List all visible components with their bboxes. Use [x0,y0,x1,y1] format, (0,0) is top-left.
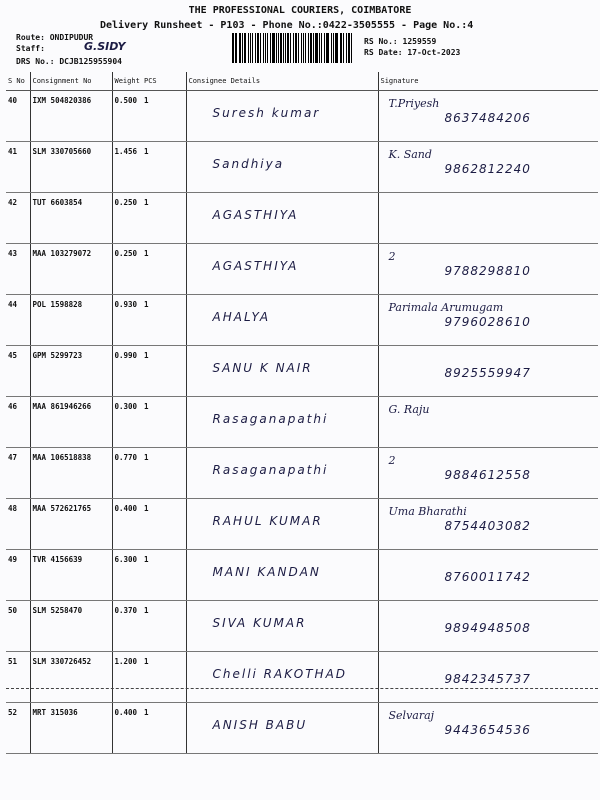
consignee-cell [186,601,378,652]
barcode-bar [285,33,286,63]
consignee-cell [186,397,378,448]
rs-date-value: 17-Oct-2023 [407,48,461,57]
signature-phone: 9788298810 [444,264,531,278]
consignee-name: ANISH BABU [212,718,308,732]
barcode-bar [293,33,294,63]
signature-cell [378,397,598,448]
sno-cell: 43 [6,244,30,295]
barcode-bar [324,33,325,63]
barcode-bar [290,33,292,63]
barcode-bar [348,33,350,63]
col-sno: S No [6,72,30,91]
barcode-bar [283,33,284,63]
table-row [6,499,598,550]
signature-block [385,199,595,237]
table-header-row [6,72,598,91]
signature-block [385,352,595,390]
barcode-bar [250,33,251,63]
signature-block [385,250,595,288]
pcs-cell: 1 [142,448,186,499]
consignee-cell [186,91,378,142]
rs-date-label: RS Date: [364,48,403,57]
signature-name: Uma Bharathi [388,505,467,518]
route-label: Route: [16,33,45,42]
barcode-bar [319,33,321,63]
signature-name: K. Sand [388,148,432,161]
route-value: ONDIPUDUR [49,33,94,42]
consignment-cell: MAA 572621765 [30,499,112,550]
rs-date-line [364,48,460,57]
consignee-cell [186,193,378,244]
barcode-bar [326,33,327,63]
barcode-bar [335,33,337,63]
barcode-bar [301,33,302,63]
table-row [6,193,598,244]
barcode-bar [310,33,312,63]
barcode-bar [340,33,341,63]
signature-phone: 9443654536 [444,723,531,737]
consignee-name: AGASTHIYA [212,259,299,273]
barcode-bar [276,33,277,63]
pcs-cell: 1 [142,499,186,550]
consignee-name: MANI KANDAN [212,565,321,579]
drs-label: DRS No.: [16,57,55,66]
consignee-name: Sandhiya [212,157,285,171]
pcs-cell: 1 [142,601,186,652]
barcode-bar [280,33,282,63]
barcode-bar [303,33,305,63]
barcode-bar [252,33,253,63]
barcode-bar [351,33,352,63]
pcs-cell: 1 [142,91,186,142]
barcode-bar [263,33,265,63]
sno-cell: 52 [6,703,30,754]
consignee-name: Chelli RAKOTHAD [212,667,348,681]
pcs-cell: 1 [142,142,186,193]
signature-phone: 8637484206 [444,111,531,125]
weight-cell: 0.250 [112,193,142,244]
consignment-cell: TUT 6603854 [30,193,112,244]
consignee-cell [186,295,378,346]
signature-block [385,403,595,441]
table-row [6,703,598,754]
barcode-bar [343,33,344,63]
signature-block [385,148,595,186]
barcode-bar [235,33,236,63]
weight-cell: 0.930 [112,295,142,346]
sno-cell: 48 [6,499,30,550]
barcode-bar [239,33,241,63]
consignee-cell [186,346,378,397]
table-row [6,244,598,295]
table-row [6,346,598,397]
consignee-cell [186,550,378,601]
signature-phone: 9862812240 [444,162,531,176]
table-row [6,142,598,193]
barcode-bar [257,33,259,63]
weight-cell: 0.770 [112,448,142,499]
barcode-bar [248,33,250,63]
sno-cell: 50 [6,601,30,652]
consignee-cell [186,244,378,295]
signature-cell [378,601,598,652]
sno-cell: 51 [6,652,30,703]
signature-phone: 9884612558 [444,468,531,482]
barcode-bar [346,33,348,63]
consignment-cell: IXM 504820386 [30,91,112,142]
drs-value: DCJB125955904 [59,57,122,66]
consignee-name: SIVA KUMAR [212,616,307,630]
consignee-cell [186,499,378,550]
signature-cell [378,142,598,193]
col-consignment: Consignment No [30,72,112,91]
table-row [6,295,598,346]
weight-cell: 0.370 [112,601,142,652]
pcs-cell: 1 [142,397,186,448]
table-row [6,448,598,499]
col-weight: Weight [112,72,142,91]
consignee-name: Rasaganapathi [212,412,329,426]
drs-line [16,57,122,66]
pcs-cell: 1 [142,703,186,754]
signature-phone: 9796028610 [444,315,531,329]
signature-block [385,97,595,135]
consignee-name: AGASTHIYA [212,208,299,222]
weight-cell: 1.200 [112,652,142,703]
sno-cell: 44 [6,295,30,346]
sno-cell: 47 [6,448,30,499]
staff-handwritten: G.SIDY [84,40,126,53]
signature-cell [378,346,598,397]
consignment-cell: MAA 103279072 [30,244,112,295]
consignee-name: AHALYA [212,310,271,324]
barcode-bar [232,33,234,63]
signature-phone: 9842345737 [444,672,531,686]
barcode-bar [244,33,246,63]
route-line [16,33,93,42]
weight-cell: 0.500 [112,91,142,142]
barcode-bar [331,33,332,63]
barcode-bar [270,33,272,63]
barcode-bar [327,33,329,63]
pcs-cell: 1 [142,295,186,346]
barcode-bar [341,33,342,63]
table-row [6,601,598,652]
signature-cell [378,193,598,244]
barcode-bar [265,33,266,63]
consignment-cell: GPM 5299723 [30,346,112,397]
barcode-bar [315,33,317,63]
consignee-cell [186,652,378,703]
weight-cell: 0.400 [112,499,142,550]
barcode [232,33,354,63]
consignee-cell [186,142,378,193]
runsheet-subtitle: Delivery Runsheet - P103 - Phone No.:0422-3505555 - Page No.:4 [100,20,474,31]
pcs-cell: 1 [142,346,186,397]
barcode-bar [308,33,309,63]
signature-cell [378,91,598,142]
signature-block [385,505,595,543]
consignee-name: RAHUL KUMAR [212,514,323,528]
signature-block [385,658,595,696]
barcode-bar [278,33,279,63]
col-signature: Signature [378,72,598,91]
signature-cell [378,703,598,754]
signature-block [385,709,595,747]
staff-label: Staff: [16,44,45,53]
weight-cell: 0.250 [112,244,142,295]
pcs-cell: 1 [142,652,186,703]
sno-cell: 45 [6,346,30,397]
consignee-name: Rasaganapathi [212,463,329,477]
consignment-cell: MAA 861946266 [30,397,112,448]
pcs-cell: 1 [142,550,186,601]
barcode-bar [313,33,314,63]
barcode-bar [236,33,237,63]
signature-phone: 9894948508 [444,621,531,635]
barcode-bar [267,33,268,63]
consignment-cell: TVR 4156639 [30,550,112,601]
weight-cell: 0.400 [112,703,142,754]
sno-cell: 42 [6,193,30,244]
barcode-bar [333,33,335,63]
signature-name: T.Priyesh [388,97,440,110]
delivery-table [6,72,598,754]
sno-cell: 46 [6,397,30,448]
col-consignee: Consignee Details [186,72,378,91]
sno-cell: 49 [6,550,30,601]
barcode-bar [298,33,299,63]
weight-cell: 1.456 [112,142,142,193]
staff-line [16,40,126,53]
barcode-bar [305,33,306,63]
signature-phone: 8754403082 [444,519,531,533]
consignment-cell: POL 1598828 [30,295,112,346]
sno-cell: 40 [6,91,30,142]
signature-phone: 8925559947 [444,366,531,380]
rs-no-value: 1259559 [402,37,437,46]
consignee-cell [186,448,378,499]
barcode-bar [321,33,322,63]
signature-cell [378,295,598,346]
table-row [6,397,598,448]
weight-cell: 6.300 [112,550,142,601]
signature-name: Parimala Arumugam [388,301,504,314]
weight-cell: 0.300 [112,397,142,448]
signature-block [385,301,595,339]
page-end-divider [6,688,598,689]
signature-cell [378,550,598,601]
table-row [6,550,598,601]
signature-block [385,454,595,492]
table-row [6,652,598,703]
sno-cell: 41 [6,142,30,193]
consignment-cell: SLM 5258470 [30,601,112,652]
weight-cell: 0.990 [112,346,142,397]
barcode-bar [272,33,274,63]
barcode-bar [295,33,297,63]
signature-cell [378,652,598,703]
consignee-name: SANU K NAIR [212,361,313,375]
table-body [6,91,598,754]
consignment-cell: MAA 106518838 [30,448,112,499]
signature-cell [378,448,598,499]
consignment-cell: SLM 330705660 [30,142,112,193]
barcode-bar [242,33,243,63]
consignee-cell [186,703,378,754]
signature-block [385,607,595,645]
signature-cell [378,499,598,550]
barcode-bar [255,33,256,63]
company-title: THE PROFESSIONAL COURIERS, COIMBATORE [188,5,412,16]
col-pcs: PCS [142,72,186,91]
consignment-cell: MRT 315036 [30,703,112,754]
table-row [6,91,598,142]
consignment-cell: SLM 330726452 [30,652,112,703]
pcs-cell: 1 [142,193,186,244]
signature-name: 2 [388,250,396,263]
signature-phone: 8760011742 [444,570,531,584]
signature-cell [378,244,598,295]
rs-no-line [364,37,436,46]
signature-name: G. Raju [388,403,430,416]
consignee-name: Suresh kumar [212,106,321,120]
signature-block [385,556,595,594]
barcode-bar [260,33,261,63]
barcode-bar [287,33,289,63]
rs-no-label: RS No.: [364,37,398,46]
pcs-cell: 1 [142,244,186,295]
signature-name: Selvaraj [388,709,435,722]
signature-name: 2 [388,454,396,467]
